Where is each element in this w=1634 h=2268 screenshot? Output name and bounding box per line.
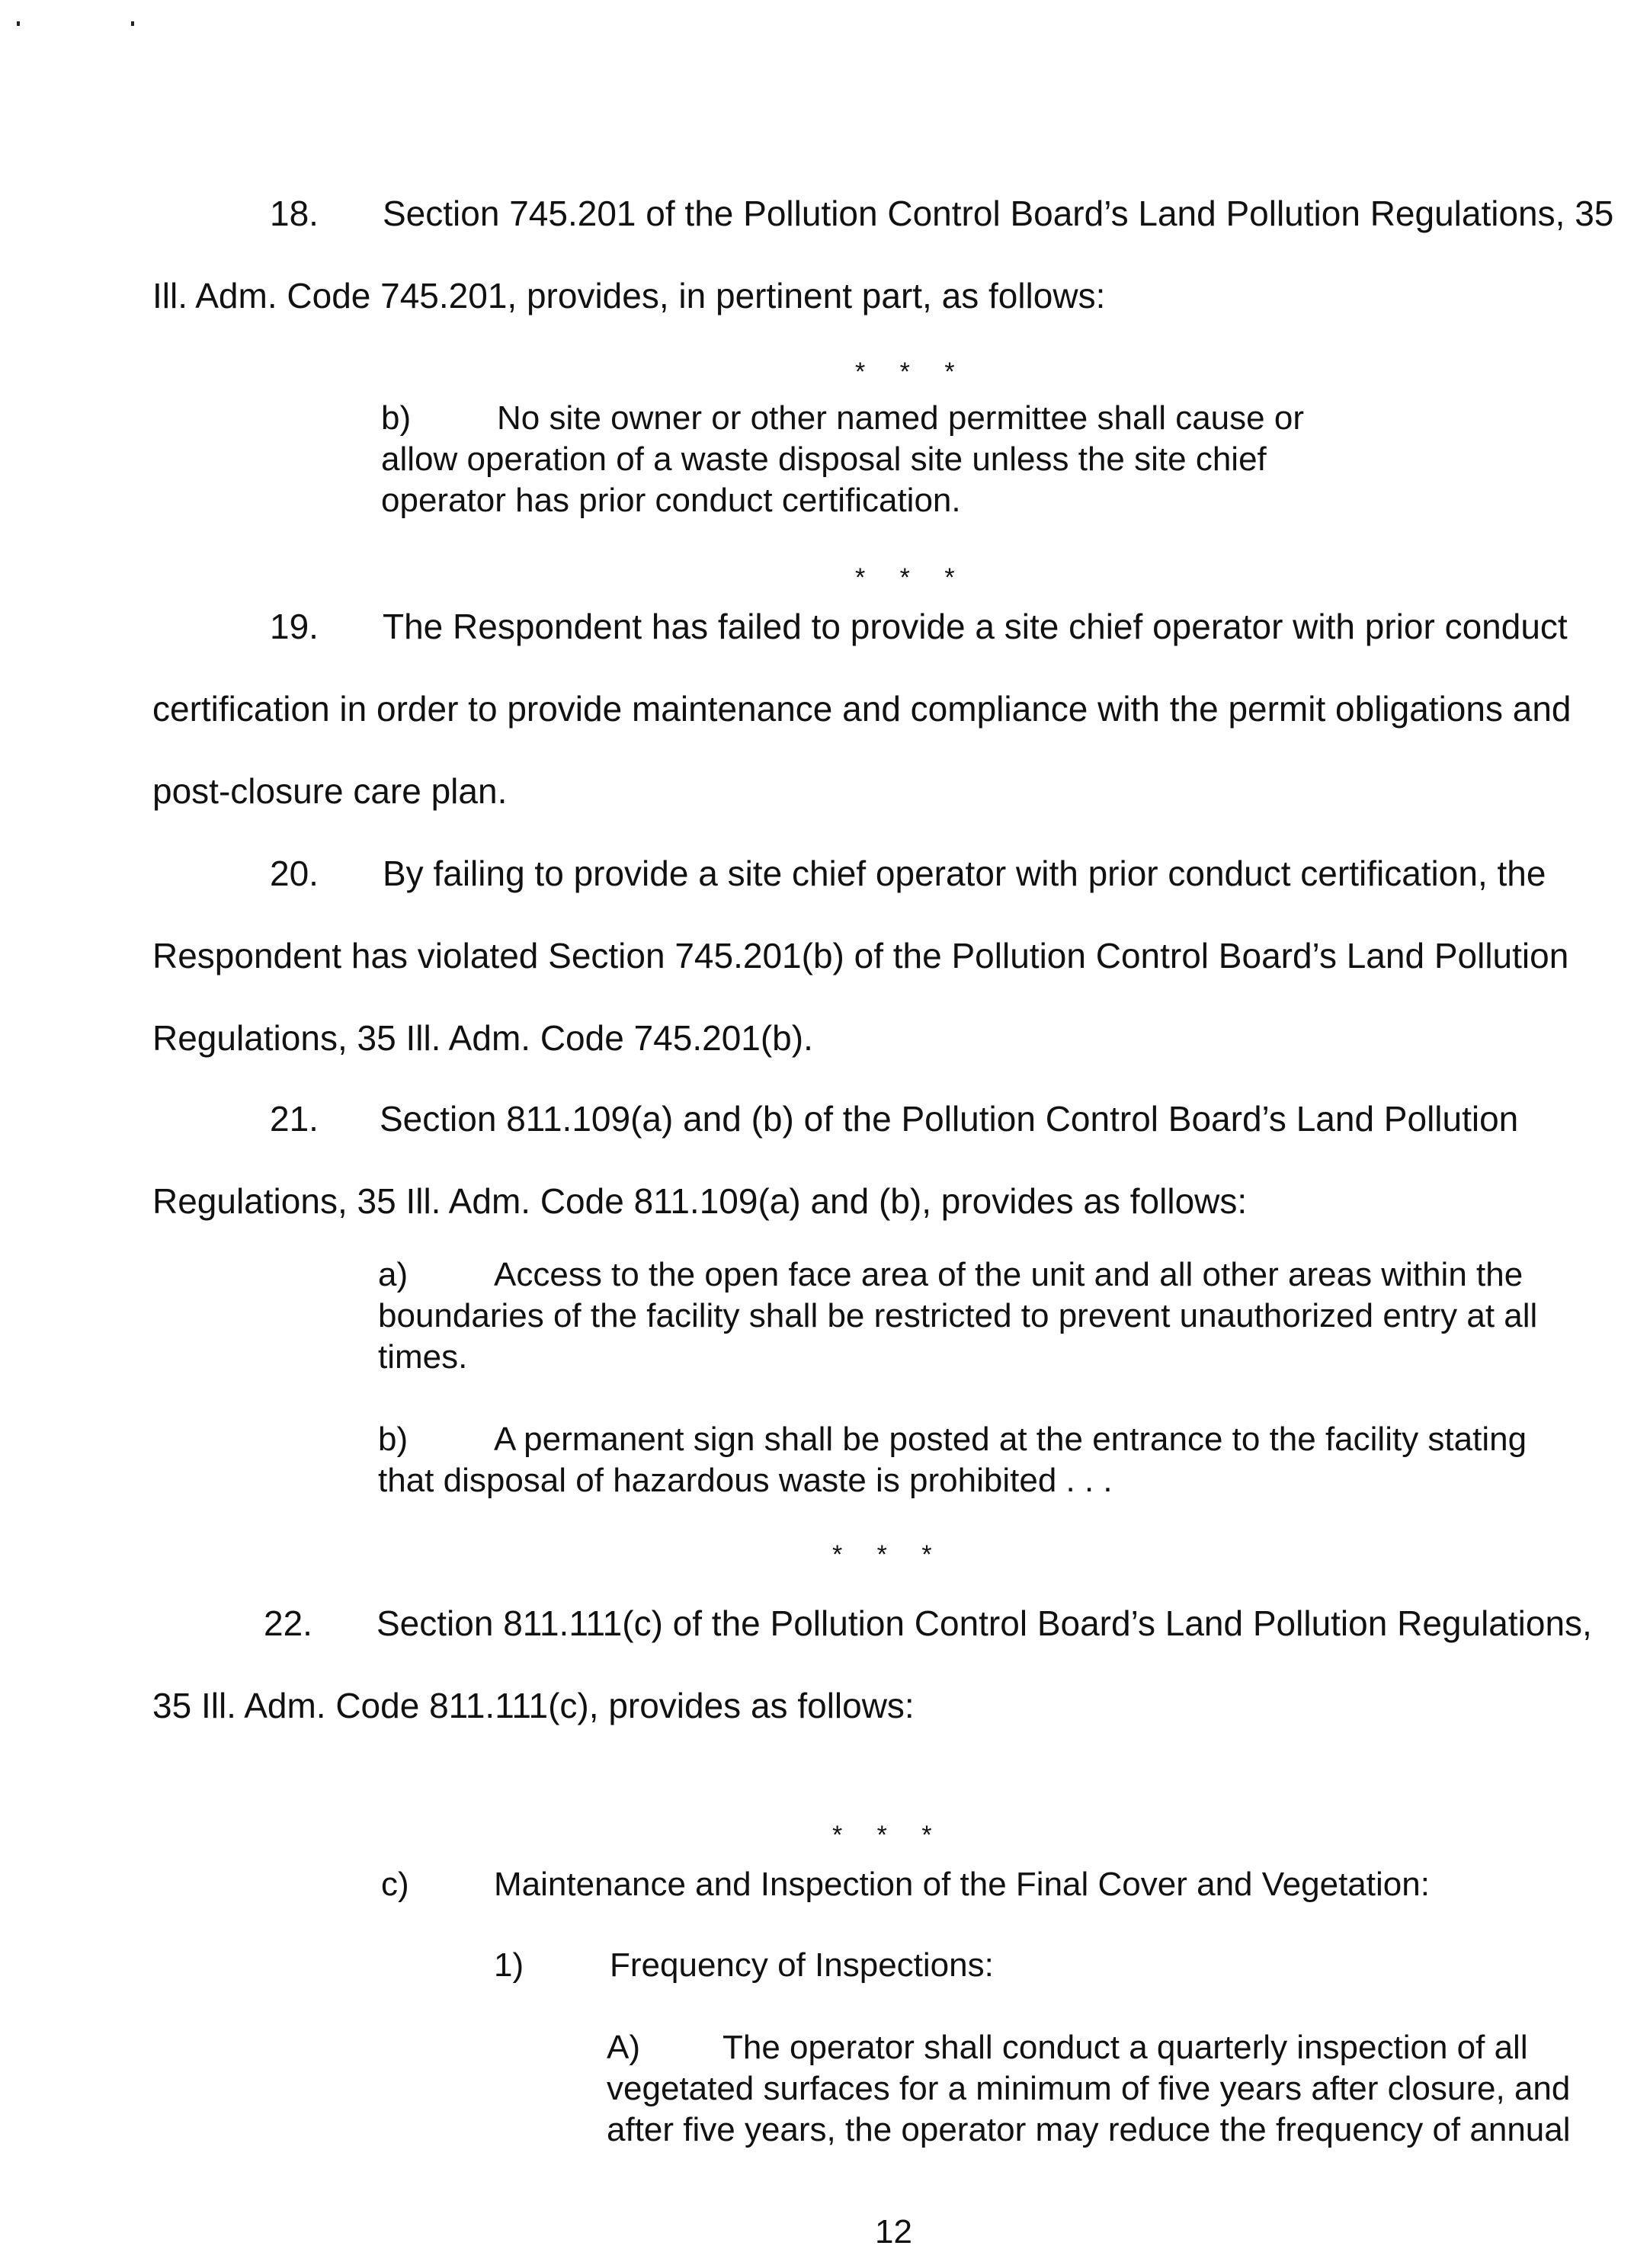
quote-A-label: A) bbox=[607, 2029, 640, 2066]
para-22-line-1: Section 811.111(c) of the Pollution Control Board’s Land Pollution Regulations, bbox=[376, 1603, 1592, 1643]
quote-c-text: Maintenance and Inspection of the Final Cover and Vegetation: bbox=[494, 1866, 1430, 1903]
quote-a-line-3: times. bbox=[378, 1338, 468, 1376]
quote-a-label: a) bbox=[378, 1256, 408, 1293]
quote-a-line-2: boundaries of the facility shall be restricted to prevent unauthorized entry at all bbox=[378, 1297, 1538, 1334]
quote-c-label: c) bbox=[381, 1866, 409, 1903]
quote-b2-label: b) bbox=[378, 1421, 408, 1458]
quote-1-label: 1) bbox=[494, 1946, 524, 1984]
para-19-line-1: The Respondent has failed to provide a site chief operator with prior conduct bbox=[383, 607, 1568, 646]
para-18-line-2: Ill. Adm. Code 745.201, provides, in pertinent part, as follows: bbox=[152, 276, 1106, 316]
para-18-number: 18. bbox=[270, 194, 319, 233]
section-break-stars: * * * bbox=[855, 563, 969, 592]
para-18-line-1: Section 745.201 of the Pollution Control Board’s Land Pollution Regulations, 35 bbox=[383, 194, 1614, 233]
quote-A-line-1: The operator shall conduct a quarterly inspection of all bbox=[722, 2029, 1528, 2066]
para-21-line-1: Section 811.109(a) and (b) of the Pollution Control Board’s Land Pollution bbox=[380, 1099, 1519, 1139]
para-20-line-3: Regulations, 35 Ill. Adm. Code 745.201(b). bbox=[152, 1018, 813, 1058]
para-22-line-2: 35 Ill. Adm. Code 811.111(c), provides as follows: bbox=[152, 1686, 915, 1725]
scan-speck bbox=[17, 21, 20, 26]
section-break-stars: * * * bbox=[855, 357, 969, 386]
quote-b-label: b) bbox=[381, 399, 412, 437]
page-number: 12 bbox=[875, 2213, 912, 2250]
para-21-line-2: Regulations, 35 Ill. Adm. Code 811.109(a) and (b), provides as follows: bbox=[152, 1181, 1248, 1221]
quote-A-line-3: after five years, the operator may reduce the frequency of annual bbox=[607, 2111, 1571, 2148]
quote-a-line-1: Access to the open face area of the unit and all other areas within the bbox=[494, 1256, 1523, 1293]
quote-1-text: Frequency of Inspections: bbox=[610, 1946, 994, 1984]
quote-b-line-3: operator has prior conduct certification. bbox=[381, 482, 961, 519]
scan-speck bbox=[131, 21, 134, 26]
para-19-line-2: certification in order to provide maintenance and compliance with the permit obligations and bbox=[152, 689, 1572, 729]
quote-b-line-1: No site owner or other named permittee shall cause or bbox=[497, 399, 1304, 437]
section-break-stars: * * * bbox=[832, 1821, 946, 1850]
para-20-line-2: Respondent has violated Section 745.201(b) of the Pollution Control Board’s Land Pollution bbox=[152, 936, 1569, 975]
para-20-number: 20. bbox=[270, 854, 319, 893]
para-22-number: 22. bbox=[264, 1603, 312, 1643]
section-break-stars: * * * bbox=[832, 1540, 946, 1569]
quote-b2-line-1: A permanent sign shall be posted at the entrance to the facility stating bbox=[494, 1421, 1527, 1458]
para-19-number: 19. bbox=[270, 607, 319, 646]
para-21-number: 21. bbox=[270, 1099, 319, 1139]
quote-b2-line-2: that disposal of hazardous waste is prohibited . . . bbox=[378, 1462, 1113, 1499]
para-19-line-3: post-closure care plan. bbox=[152, 771, 508, 811]
quote-b-line-2: allow operation of a waste disposal site unless the site chief bbox=[381, 440, 1267, 478]
quote-A-line-2: vegetated surfaces for a minimum of five years after closure, and bbox=[607, 2070, 1571, 2107]
para-20-line-1: By failing to provide a site chief operator with prior conduct certification, the bbox=[383, 854, 1546, 893]
